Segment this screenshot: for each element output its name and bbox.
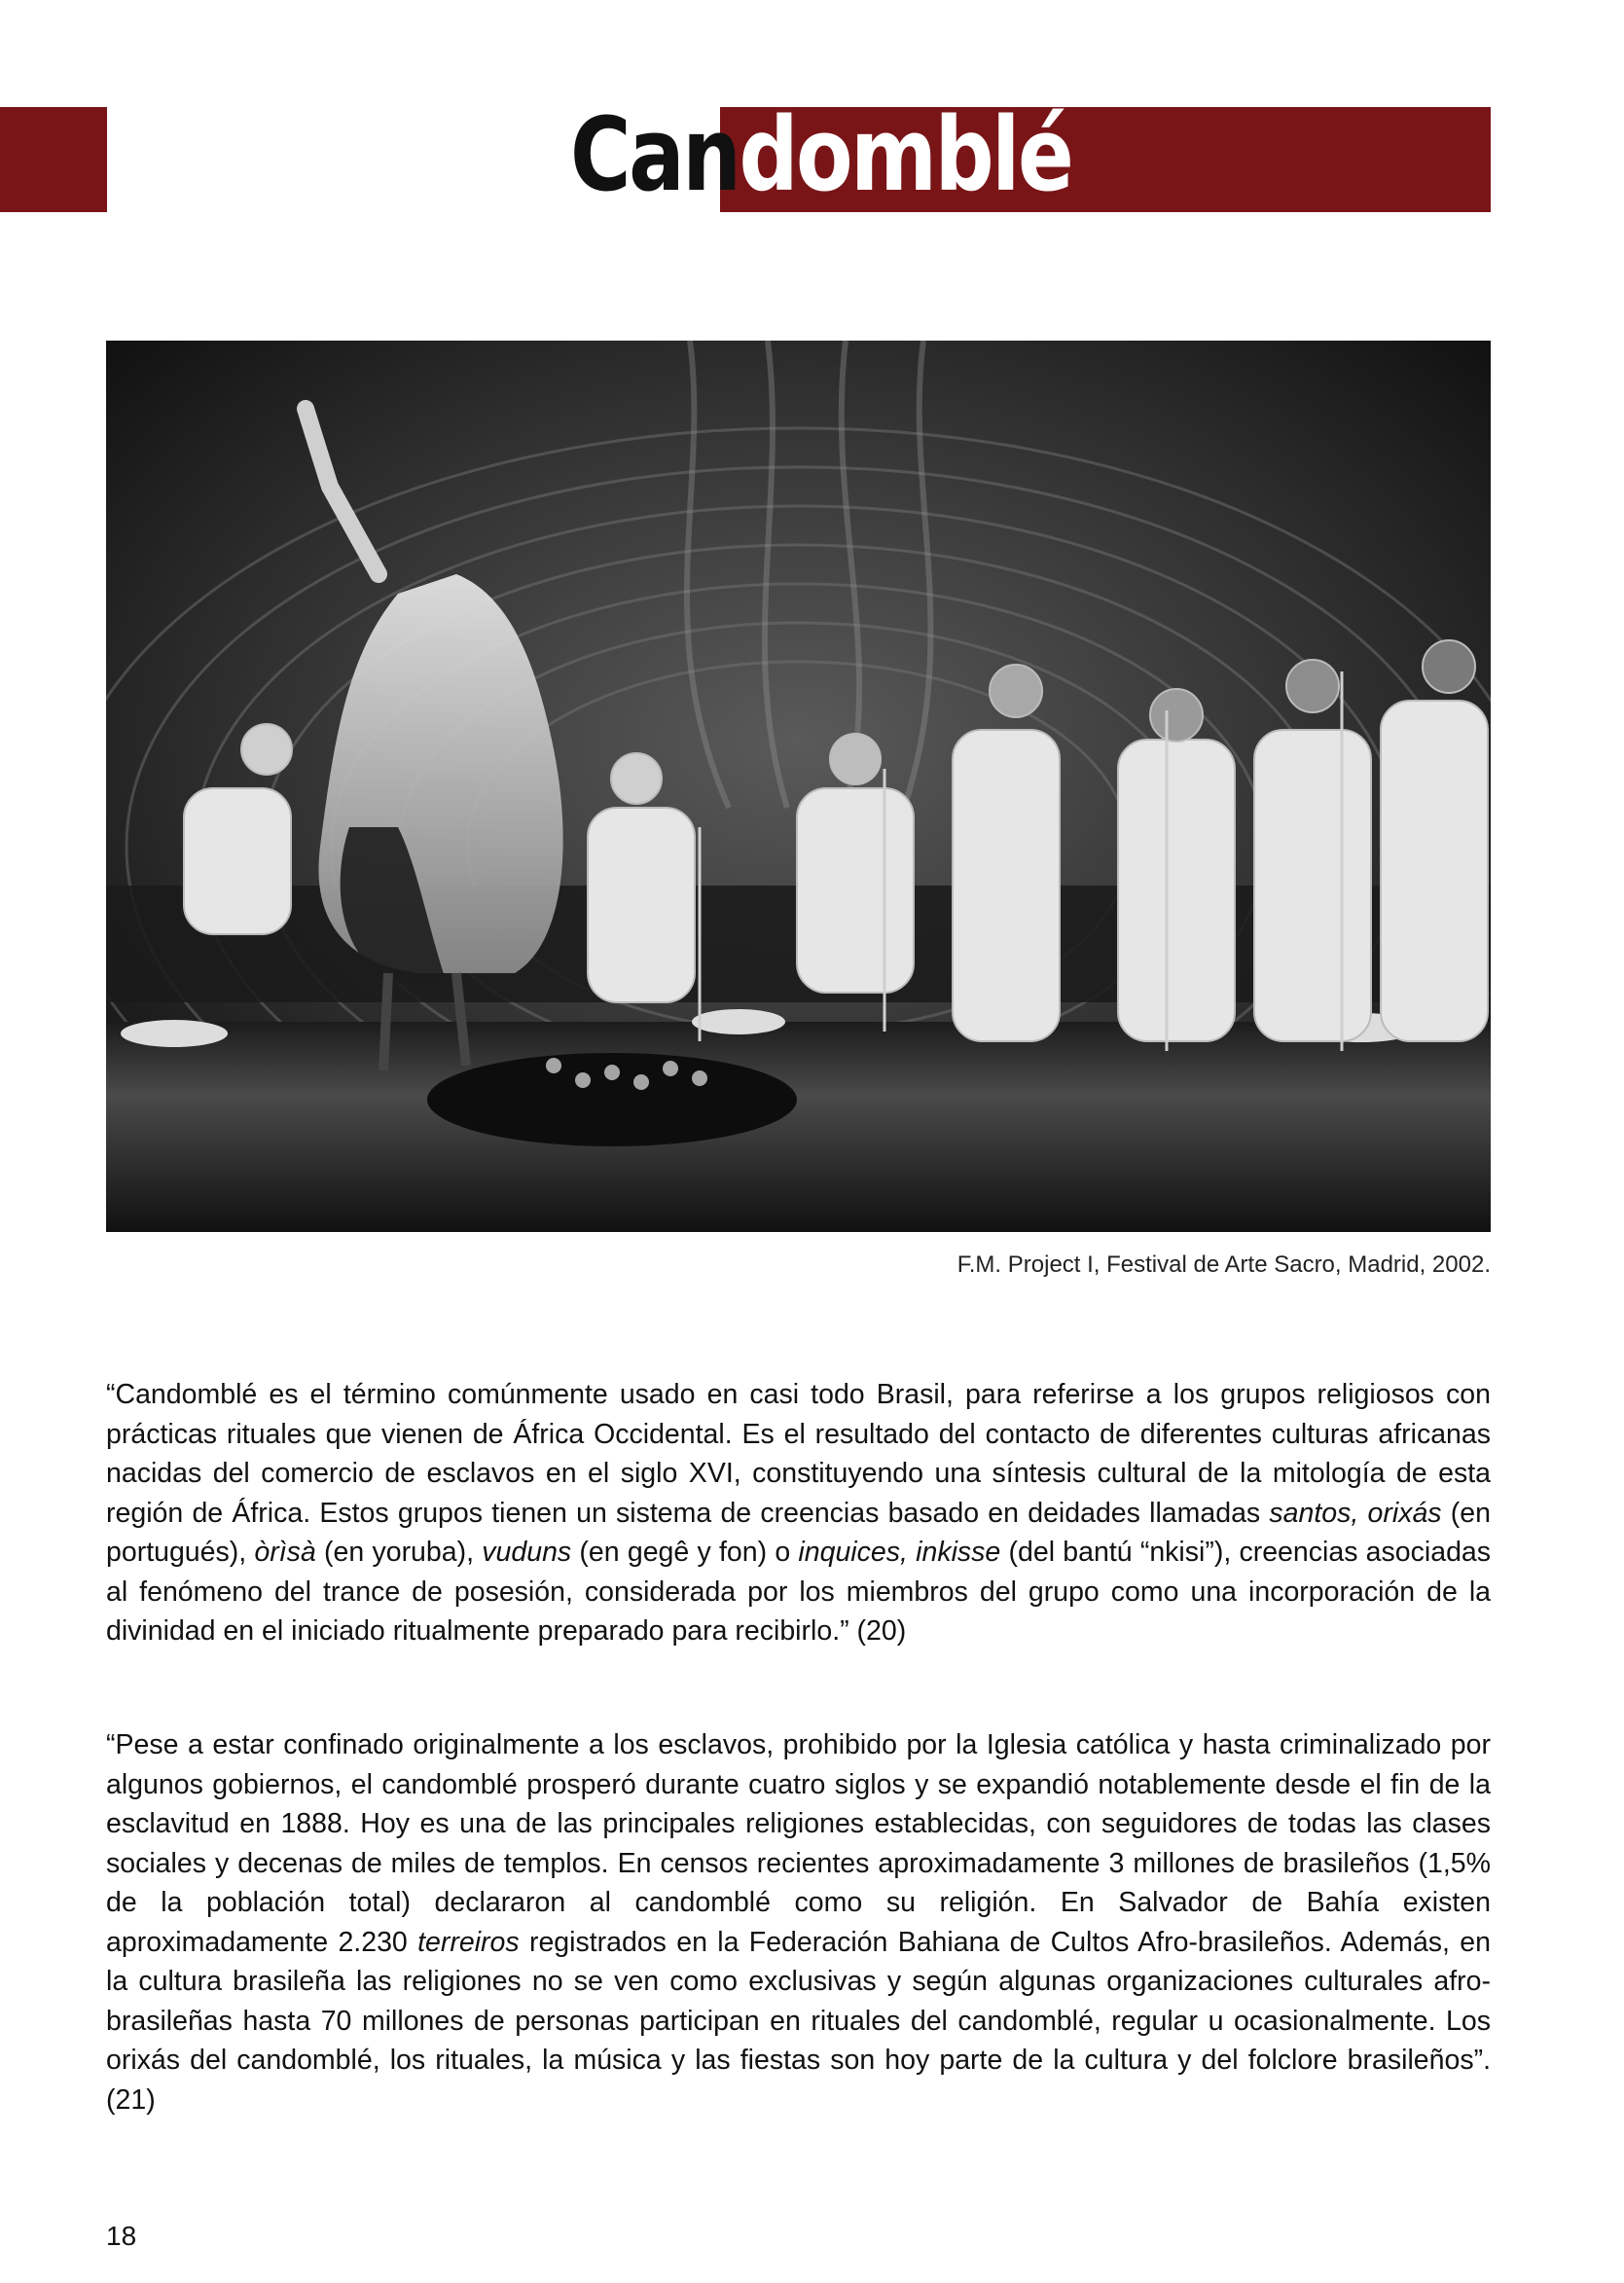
header-accent-block [0, 107, 107, 212]
paragraph-1 [106, 1375, 1491, 1651]
page-title [570, 97, 1071, 212]
text-run: registrados en la Federación Bahiana de Cultos Afro-brasileños. Además, en la cultura brasileña las religiones no se ven como exclusivas y según algunas organizaciones culturales afro-brasileñas hasta 70 millones de personas participan en rituales del candomblé, regular u ocasionalmente. Los orixás del candomblé, los rituales, la música y las fiestas son hoy parte de la cultura y del folclore brasileños”. (21) [106, 1926, 1491, 2116]
page-number: 18 [106, 2221, 137, 2251]
italic-term: terreiros [417, 1926, 520, 1958]
text-run: (en portugués), [106, 1497, 1491, 1568]
title-part-1: Can [570, 95, 740, 214]
italic-term: òrìsà [254, 1537, 316, 1568]
italic-term: inquices, inkisse [798, 1537, 1001, 1568]
text-run: “Candomblé es el término comúnmente usado en casi todo Brasil, para referirse a los grupos religiosos con prácticas rituales que vienen de África Occidental. Es el resultado del contacto de diferentes culturas africanas nacidas del comercio de esclavos en el siglo XVI, constituyendo una síntesis cultural de la mitología de esta región de África. Estos grupos tienen un sistema de creencias basado en deidades llamadas [106, 1379, 1491, 1529]
text-run: (en yoruba), [315, 1537, 483, 1568]
text-run: “Pese a estar confinado originalmente a los esclavos, prohibido por la Iglesia católica y hasta criminalizado por algunos gobiernos, el candomblé prosperó durante cuatro siglos y se expandió notablemente desde el fin de la esclavitud en 1888. Hoy es una de las principales religiones establecidas, con seguidores de todas las clases sociales y decenas de miles de templos. En censos recientes aproximadamente 3 millones de brasileños (1,5% de la población total) declararon al candomblé como su religión. En Salvador de Bahía existen aproximadamente 2.230 [106, 1729, 1491, 1958]
paragraph-2 [106, 1725, 1491, 2120]
italic-term: santos, orixás [1269, 1497, 1442, 1529]
title-part-2: domblé [739, 95, 1072, 214]
photo-caption: F.M. Project I, Festival de Arte Sacro, Madrid, 2002. [956, 1251, 1491, 1278]
italic-term: vuduns [482, 1537, 572, 1568]
text-run: (en gegê y fon) o [571, 1537, 799, 1568]
text-run: (del bantú “nkisi”), creencias asociadas al fenómeno del trance de posesión, considerada por los miembros del grupo como una incorporación de la divinidad en el iniciado ritualmente preparado para recibirlo.” (20) [106, 1537, 1492, 1647]
stage-photo [106, 341, 1491, 1232]
